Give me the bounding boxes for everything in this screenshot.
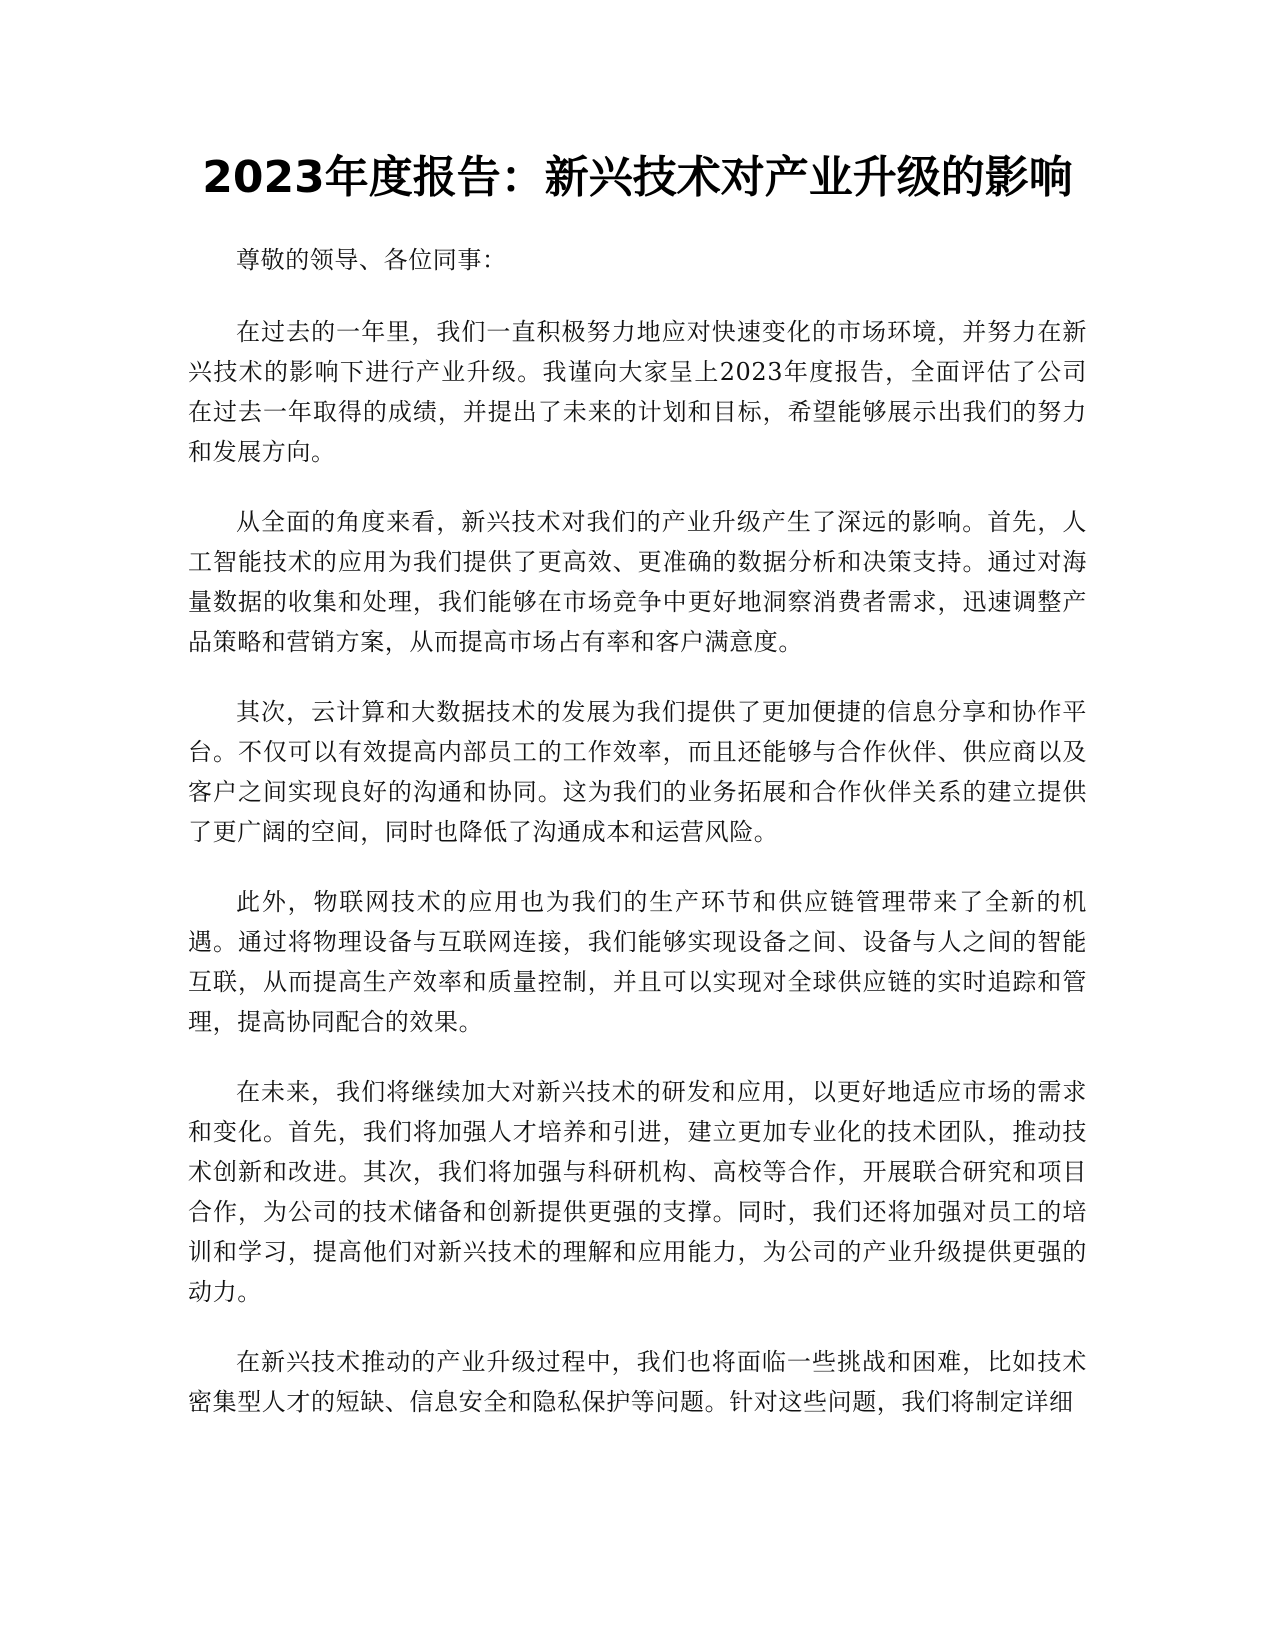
paragraph-cloud: 其次，云计算和大数据技术的发展为我们提供了更加便捷的信息分享和协作平台。不仅可以有效提高内部员工的工作效率，而且还能够与合作伙伴、供应商以及客户之间实现良好的沟通和协同。这为我们的业务拓展和合作伙伴关系的建立提供了更广阔的空间，同时也降低了沟通成本和运营风险。 xyxy=(188,698,1087,846)
page-title: 2023年度报告：新兴技术对产业升级的影响 xyxy=(202,152,1073,203)
paragraph-iot: 此外，物联网技术的应用也为我们的生产环节和供应链管理带来了全新的机遇。通过将物理设备与互联网连接，我们能够实现设备之间、设备与人之间的智能互联，从而提高生产效率和质量控制，并且可以实现对全球供应链的实时追踪和管理，提高协同配合的效果。 xyxy=(188,888,1087,1036)
document-body xyxy=(188,240,1087,1452)
paragraph-future: 在未来，我们将继续加大对新兴技术的研发和应用，以更好地适应市场的需求和变化。首先，我们将加强人才培养和引进，建立更加专业化的技术团队，推动技术创新和改进。其次，我们将加强与科研机构、高校等合作，开展联合研究和项目合作，为公司的技术储备和创新提供更强的支撑。同时，我们还将加强对员工的培训和学习，提高他们对新兴技术的理解和应用能力，为公司的产业升级提供更强的动力。 xyxy=(188,1078,1087,1306)
paragraph-challenges: 在新兴技术推动的产业升级过程中，我们也将面临一些挑战和困难，比如技术密集型人才的短缺、信息安全和隐私保护等问题。针对这些问题，我们将制定详细 xyxy=(188,1348,1087,1416)
paragraph-intro: 在过去的一年里，我们一直积极努力地应对快速变化的市场环境，并努力在新兴技术的影响下进行产业升级。我谨向大家呈上2023年度报告，全面评估了公司在过去一年取得的成绩，并提出了未来的计划和目标，希望能够展示出我们的努力和发展方向。 xyxy=(188,318,1087,466)
paragraph-ai: 从全面的角度来看，新兴技术对我们的产业升级产生了深远的影响。首先，人工智能技术的应用为我们提供了更高效、更准确的数据分析和决策支持。通过对海量数据的收集和处理，我们能够在市场竞争中更好地洞察消费者需求，迅速调整产品策略和营销方案，从而提高市场占有率和客户满意度。 xyxy=(188,508,1087,656)
salutation: 尊敬的领导、各位同事： xyxy=(236,246,507,274)
